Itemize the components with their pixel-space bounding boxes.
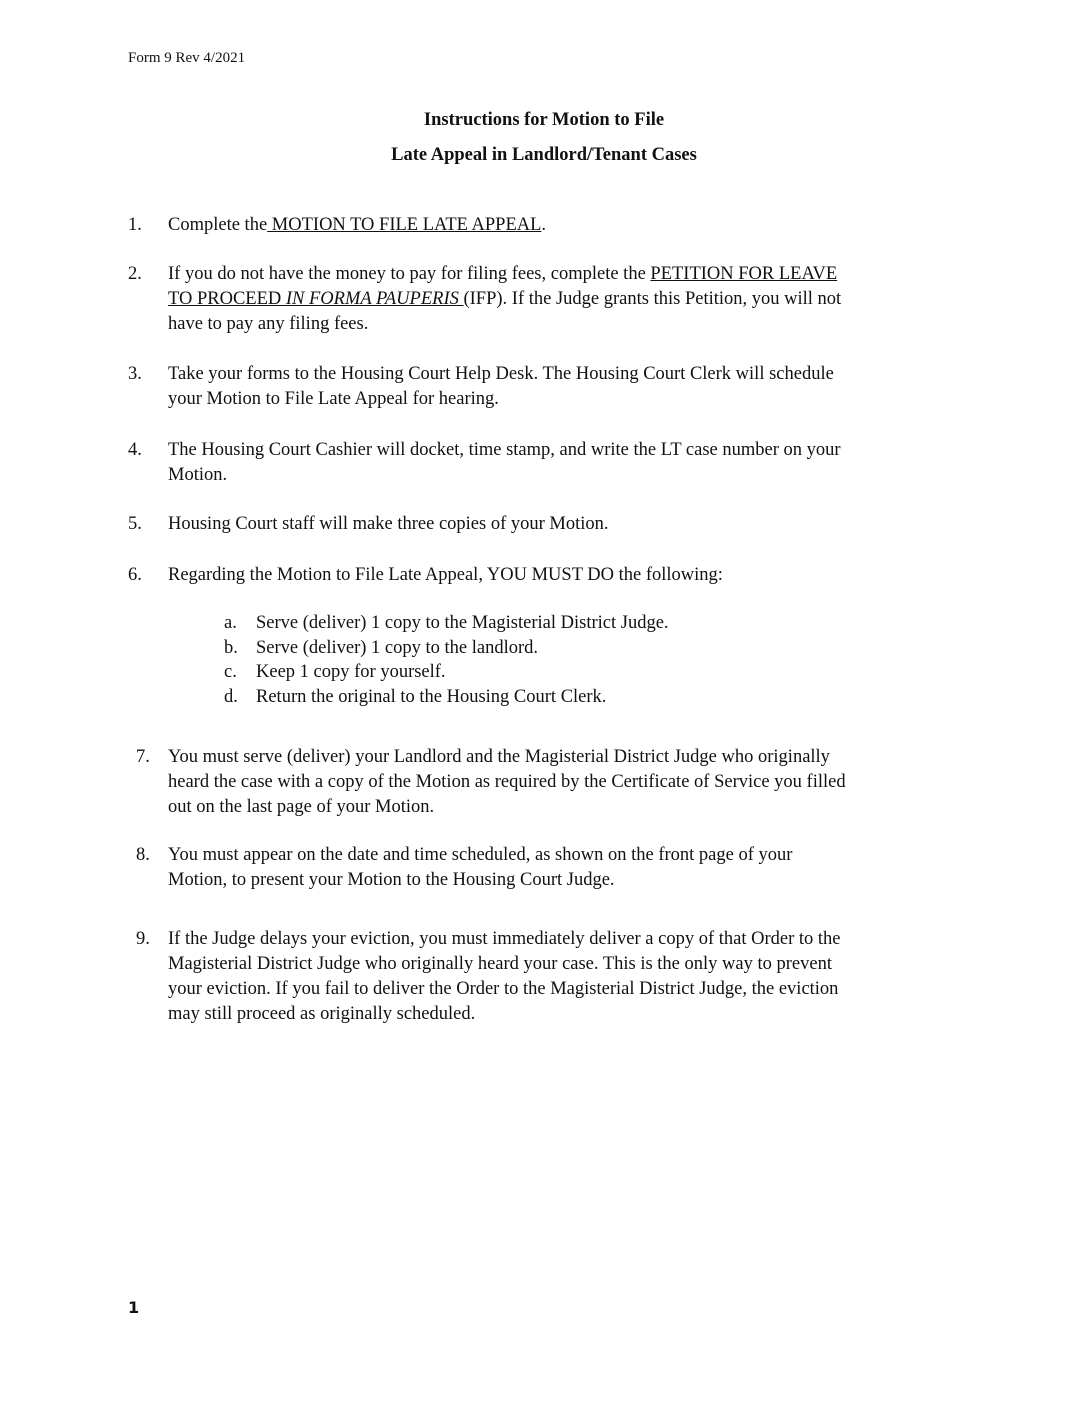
ifp-petition-link-part-1[interactable]: PETITION FOR LEAVE [650,264,838,284]
sub-item-text: Return the original to the Housing Court Clerk. [256,687,607,707]
document-title-line-2: Late Appeal in Landlord/Tenant Cases [391,145,697,165]
item-text: Take your forms to the Housing Court Help Desk. The Housing Court Clerk will schedule [168,364,834,384]
item-number: 7. [136,747,150,767]
item-text: Complete the [168,215,268,235]
ifp-petition-link-part-3[interactable]: IN FORMA PAUPERIS [285,289,464,309]
item-text: out on the last page of your Motion. [168,797,435,817]
form-revision-label: Form 9 Rev 4/2021 [128,50,246,66]
item-text: your Motion to File Late Appeal for hearing. [168,389,499,409]
item-text: heard the case with a copy of the Motion as required by the Certificate of Service you filled [168,772,846,792]
sub-item-text: Keep 1 copy for yourself. [256,662,446,682]
item-text-end: . [541,215,547,235]
item-text: your eviction. If you fail to deliver the Order to the Magisterial District Judge, the eviction [168,979,839,999]
item-number: 8. [136,845,150,865]
sub-item-letter: a. [224,613,237,633]
item-text: You must serve (deliver) your Landlord and the Magisterial District Judge who originally [168,747,830,767]
sub-item-letter: d. [224,687,238,707]
item-text: may still proceed as originally scheduled. [168,1004,476,1024]
page-number: 1 [128,1298,140,1317]
item-text: If you do not have the money to pay for filing fees, complete the [168,264,651,284]
item-text: (IFP). If the Judge grants this Petition, you will not [463,289,842,309]
sub-item-letter: b. [224,638,238,658]
item-text: Magisterial District Judge who originally heard your case. This is the only way to prevent [168,954,832,974]
item-text: Motion, to present your Motion to the Housing Court Judge. [168,870,615,890]
item-text: If the Judge delays your eviction, you must immediately deliver a copy of that Order to the [168,929,841,949]
item-text: You must appear on the date and time scheduled, as shown on the front page of your [168,845,793,865]
item-text: Regarding the Motion to File Late Appeal, YOU MUST DO the following: [168,565,723,585]
document-title-line-1: Instructions for Motion to File [423,110,665,130]
sub-item-letter: c. [224,662,237,682]
item-number: 6. [128,565,142,585]
item-text: The Housing Court Cashier will docket, time stamp, and write the LT case number on your [168,440,841,460]
item-number: 4. [128,440,142,460]
item-number: 1. [128,215,142,235]
motion-form-link[interactable]: MOTION TO FILE LATE APPEAL [267,215,542,235]
item-text: have to pay any filing fees. [168,314,369,334]
item-number: 2. [128,264,142,284]
item-number: 5. [128,514,142,534]
sub-item-text: Serve (deliver) 1 copy to the Magisterial District Judge. [256,613,669,633]
item-text: Motion. [168,465,228,485]
item-text: Housing Court staff will make three copies of your Motion. [168,514,609,534]
item-number: 9. [136,929,150,949]
ifp-petition-link-part-2[interactable]: TO PROCEED [168,289,286,309]
item-number: 3. [128,364,142,384]
sub-item-text: Serve (deliver) 1 copy to the landlord. [256,638,539,658]
